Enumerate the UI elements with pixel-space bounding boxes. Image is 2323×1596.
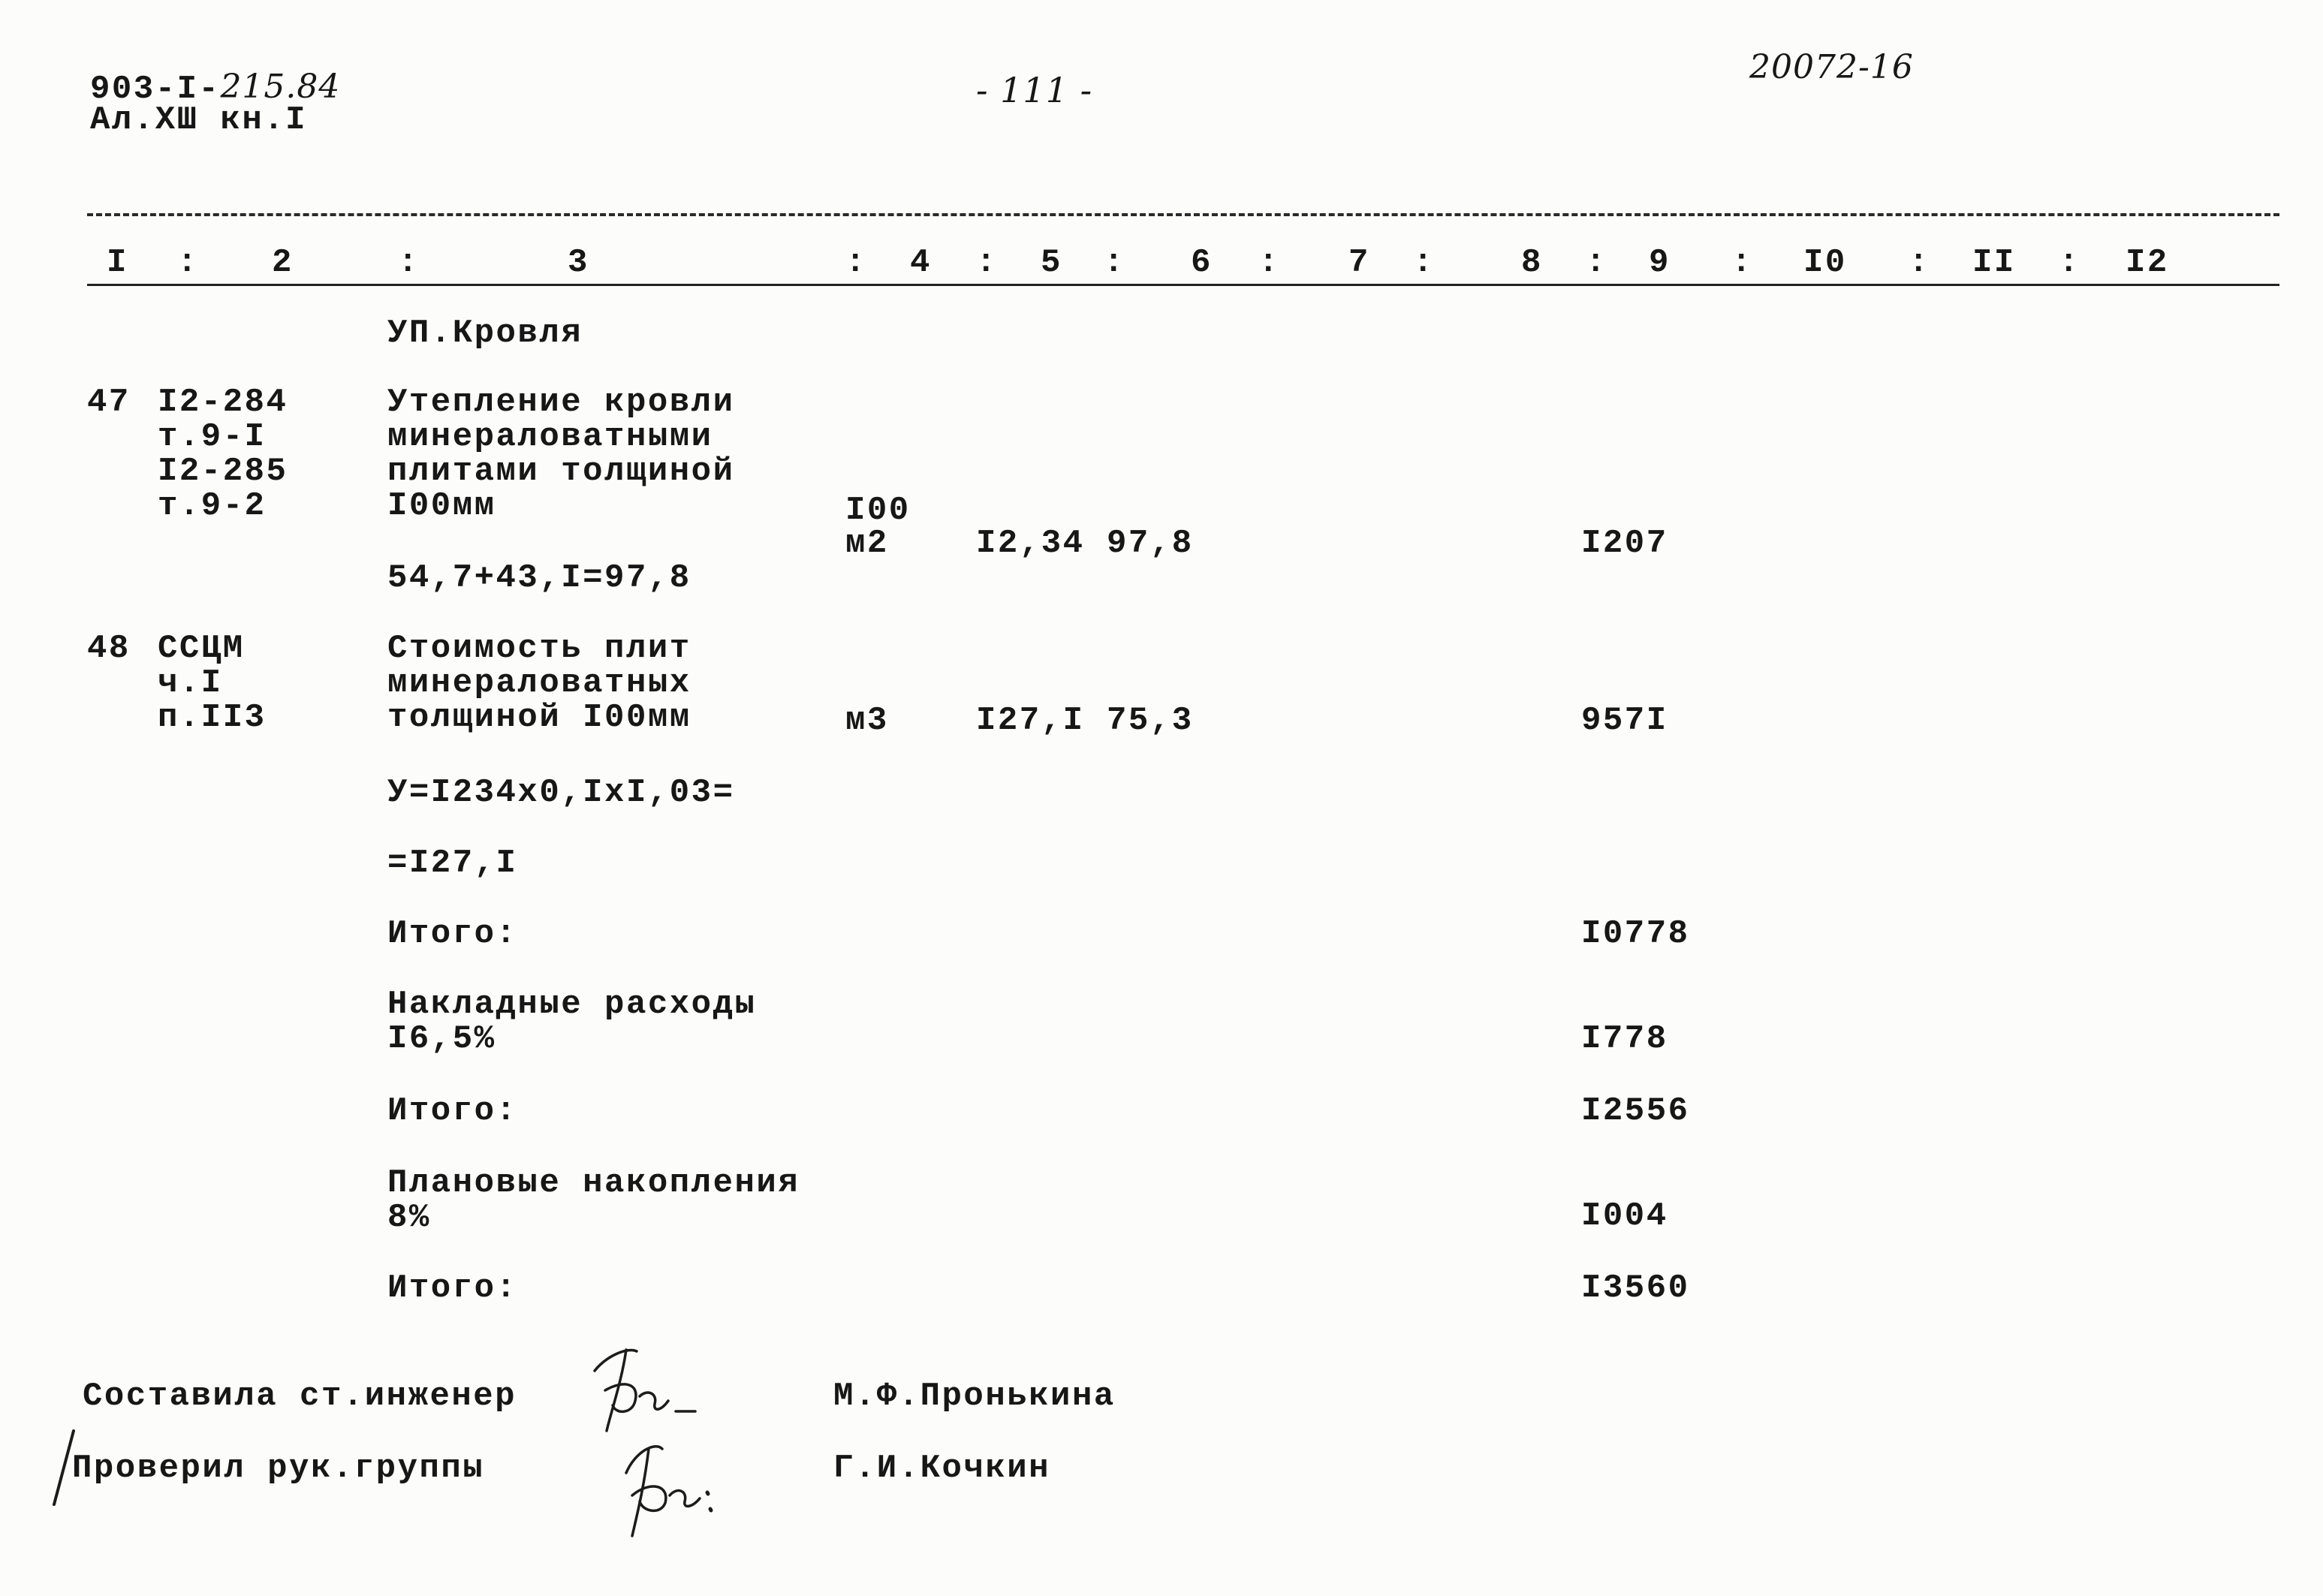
grand-total-label: Итого: [387,1269,518,1307]
column-separator: : [2059,244,2080,282]
column-label-6: 6 [1191,244,1213,282]
column-label-11: II [1972,244,2016,282]
overhead-rate: I6,5% [387,1020,496,1058]
subtotal-label: Итого: [387,915,518,953]
planned-savings-label-line: Плановые накопления [387,1164,800,1202]
column-separator: : [845,244,867,282]
column-separator: : [1909,244,1930,282]
norm-code-line: I2-285 [158,453,288,490]
column-label-8: 8 [1521,244,1543,282]
signature-stroke [632,1449,649,1536]
sheet-code: 20072-16 [1749,48,1914,86]
album-volume: Ал.XШ кн.I [90,101,308,139]
signature-stroke [605,1384,636,1411]
column-label-9: 9 [1649,244,1671,282]
unit-line: I00 [845,492,911,529]
signature-stroke [640,1393,668,1409]
row-total-cost: 957I [1581,702,1668,739]
column-separator: : [976,244,998,282]
column-separator: : [1586,244,1607,282]
norm-code-line: т.9-I [158,418,267,456]
planned-savings-rate: 8% [387,1199,431,1236]
subtotal-value: I0778 [1581,915,1690,953]
document-code-typed: 903-I- [90,71,221,108]
norm-code-line: I2-284 [158,384,288,421]
row-norm-code [158,631,267,735]
checked-by-name: Г.И.Кочкин [833,1450,1051,1487]
norm-code-line: ССЦМ [158,630,245,667]
row-work-name [387,385,734,523]
row-work-name [387,631,691,735]
unit-line: м2 [845,525,889,562]
document-code-handwritten: 215.84 [220,68,341,106]
row-unit-price: I27,I [976,702,1085,739]
column-label-4: 4 [910,244,932,282]
calculation-line: У=I234х0,IхI,03= [387,774,735,812]
signature-stroke [626,1447,662,1473]
work-name-line: минераловатных [387,664,691,702]
work-name-line: Стоимость плит [387,630,691,667]
row-unit [845,703,889,738]
work-name-line: I00мм [387,487,496,525]
row-calculation [387,561,691,595]
column-separator: : [177,244,199,282]
calculation-line: =I27,I [387,845,518,882]
signature-compiler [595,1350,695,1431]
column-label-10: I0 [1803,244,1847,282]
overhead-label-line: Накладные расходы [387,986,757,1023]
work-name-line: минераловатными [387,418,713,456]
check-slash-mark [54,1431,74,1504]
overhead-value: I778 [1581,1020,1668,1058]
norm-code-line: т.9-2 [158,487,267,525]
overhead-label [387,987,756,1056]
row-quantity: 75,3 [1107,702,1194,739]
row-unit [845,494,911,560]
row-norm-code [158,385,288,523]
compiled-by-role: Составила ст.инженер [83,1378,517,1415]
header-dashed-rule [87,213,2279,216]
subtotal-value: I2556 [1581,1092,1690,1130]
subtotal-label: Итого: [387,1092,518,1130]
signature-stroke [632,1486,666,1510]
row-unit-price: I2,34 [976,525,1085,562]
compiled-by-name: М.Ф.Пронькина [833,1378,1116,1415]
column-label-2: 2 [272,244,294,282]
checked-by-role: Проверил рук.группы [72,1450,485,1487]
work-name-line: толщиной I00мм [387,699,691,736]
column-separator: : [1731,244,1753,282]
column-separator: : [1258,244,1280,282]
grand-total-value: I3560 [1581,1269,1690,1307]
planned-savings-value: I004 [1581,1197,1668,1235]
unit-line: м3 [845,702,889,739]
column-label-12: I2 [2126,244,2169,282]
signature-checker [626,1447,711,1536]
row-number: 47 [87,384,131,421]
norm-code-line: ч.I [158,664,223,702]
norm-code-line: п.II3 [158,699,267,736]
planned-savings-label [387,1166,800,1235]
signature-stroke [607,1350,626,1431]
column-separator: : [398,244,420,282]
row-number: 48 [87,630,131,667]
column-separator: : [1413,244,1435,282]
column-label-5: 5 [1041,244,1062,282]
column-label-7: 7 [1348,244,1370,282]
signature-stroke [707,1492,711,1510]
page-number: - 111 - [976,70,1093,110]
section-title: УП.Кровля [387,315,583,352]
signature-stroke [595,1350,637,1371]
work-name-line: Утепление кровли [387,384,735,421]
column-separator: : [1104,244,1125,282]
row-quantity: 97,8 [1107,525,1194,562]
signature-stroke [670,1491,700,1507]
column-header-rule [87,284,2279,286]
row-total-cost: I207 [1581,525,1668,562]
column-label-3: 3 [568,244,589,282]
calculation-line: 54,7+43,I=97,8 [387,559,691,597]
work-name-line: плитами толщиной [387,453,735,490]
column-label-1: I [107,244,128,282]
